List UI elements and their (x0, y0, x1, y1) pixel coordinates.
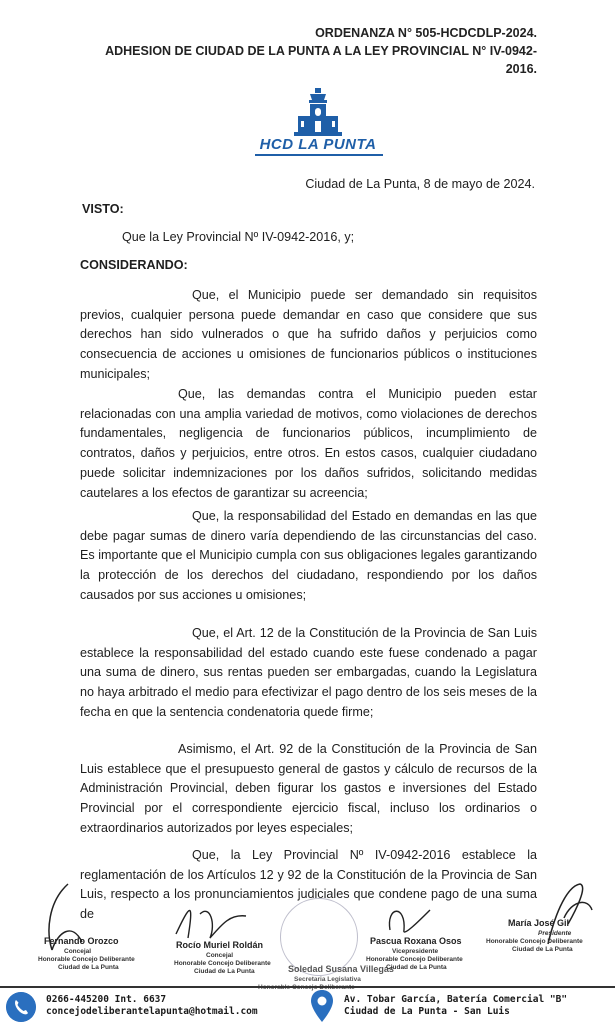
signature-role-4: Vicepresidente (392, 948, 439, 955)
signature-role-1: Concejal (64, 948, 92, 955)
hcd-tower-logo-icon (288, 88, 348, 138)
phone-icon (6, 992, 36, 1022)
signature-name-3: Soledad Susana Villegas (288, 964, 394, 974)
signature-org-4: Honorable Concejo Deliberante (366, 956, 463, 963)
considerando-heading: CONSIDERANDO: (80, 258, 188, 272)
signature-name-4: Pascua Roxana Osos (370, 936, 462, 946)
paragraph-2: Que, las demandas contra el Municipio pueden estar relacionadas con una amplia variedad de motivos, como violaciones de derechos fundamentales, negligencia de funcionarios públicos, incumplimiento de contratos, daños y perjuicios, entre otros. En estos casos, cualquier ciudadano puede solicitar indemnizaciones por los daños sufridos, solicitando medidas cautelares a los efectos de garantizar su acreencia; (80, 387, 537, 500)
ordinance-subject: ADHESION DE CIUDAD DE LA PUNTA A LA LEY PROVINCIAL N° IV-0942- (105, 44, 537, 58)
location-pin-icon (310, 989, 334, 1023)
visto-heading: VISTO: (82, 202, 124, 216)
signature-org-2: Honorable Concejo Deliberante (174, 960, 271, 967)
footer-email[interactable]: concejodeliberantelapunta@hotmail.com (46, 1006, 258, 1017)
document-date: Ciudad de La Punta, 8 de mayo de 2024. (305, 177, 535, 191)
signature-org-1: Honorable Concejo Deliberante (38, 956, 135, 963)
footer-city: Ciudad de La Punta - San Luis (344, 1006, 510, 1017)
paragraph-5: Asimismo, el Art. 92 de la Constitución de la Provincia de San Luis establece que el presupuesto general de gastos y cálculo de recursos de la Administración Provincial, deben figurar los gastos e inversiones del Estado Provincial por el correspondiente ejercicio fiscal, incluso los ordinarios o extraordinarios autorizados por leyes especiales; (80, 742, 537, 835)
signature-city-1: Ciudad de La Punta (58, 964, 119, 971)
signature-name-2: Rocío Muriel Roldán (176, 940, 264, 950)
footer-divider (0, 986, 615, 988)
signature-block (0, 880, 615, 992)
paragraph-6: Que, la Ley Provincial Nº IV-0942-2016 establece la reglamentación de los Artículos 12 y 92 de la Constitución de la Provincia de San Luis, respecto a los pronunciamientos judiciales que condene pago de una suma de (80, 848, 537, 922)
paragraph-4: Que, el Art. 12 de la Constitución de la Provincia de San Luis establece la responsabilidad del estado cuando este fuese condenado a pagar una suma de dinero, sus rentas pueden ser embargadas, cuando la Legislatura no haya arbitrado el medio para efectivizar el pago dentro de los seis meses de la fecha en que la sentencia condenatoria quede firme; (80, 626, 537, 719)
signature-city-4: Ciudad de La Punta (386, 964, 447, 971)
signature-scribble-4 (380, 900, 440, 940)
signature-city-2: Ciudad de La Punta (194, 968, 255, 975)
signature-org-5: Honorable Concejo Deliberante (486, 938, 583, 945)
signature-city-5: Ciudad de La Punta (512, 946, 573, 953)
document-footer (0, 986, 615, 1024)
paragraph-1: Que, el Municipio puede ser demandado sin requisitos previos, cualquier persona puede demandar en caso que considere que sus derechos han sido vulnerados o que ha sufrido daños y perjuicios como consecuencia de acciones u omisiones de funcionarios públicos o instituciones municipales; (80, 288, 537, 381)
signature-role-3: Secretaria Legislativa (294, 976, 361, 983)
ordinance-number: ORDENANZA N° 505-HCDCDLP-2024. (315, 26, 537, 40)
signature-scribble-2 (170, 894, 250, 944)
signature-name-5: María José Gil (508, 918, 570, 928)
visto-text: Que la Ley Provincial Nº IV-0942-2016, y; (122, 230, 355, 244)
document-header (37, 24, 537, 78)
signature-role-2: Concejal (206, 952, 234, 959)
hcd-logo-text: HCD LA PUNTA (259, 136, 377, 153)
signature-name-1: Fernando Orozco (44, 936, 119, 946)
ordinance-subject-year: 2016. (505, 62, 537, 76)
footer-address: Av. Tobar García, Batería Comercial "B" (344, 994, 568, 1005)
footer-phone: 0266-445200 Int. 6637 (46, 994, 167, 1005)
signature-role-5: Presidente (538, 930, 572, 937)
logo-underline (255, 154, 383, 156)
paragraph-3: Que, la responsabilidad del Estado en demandas en las que debe pagar sumas de dinero varía dependiendo de las circunstancias del caso. Es importante que el Municipio cumpla con sus obligaciones legales garantizando la protección de los derechos del ciudadano, respondiendo por los daños causados por sus acciones u omisiones; (80, 509, 537, 602)
